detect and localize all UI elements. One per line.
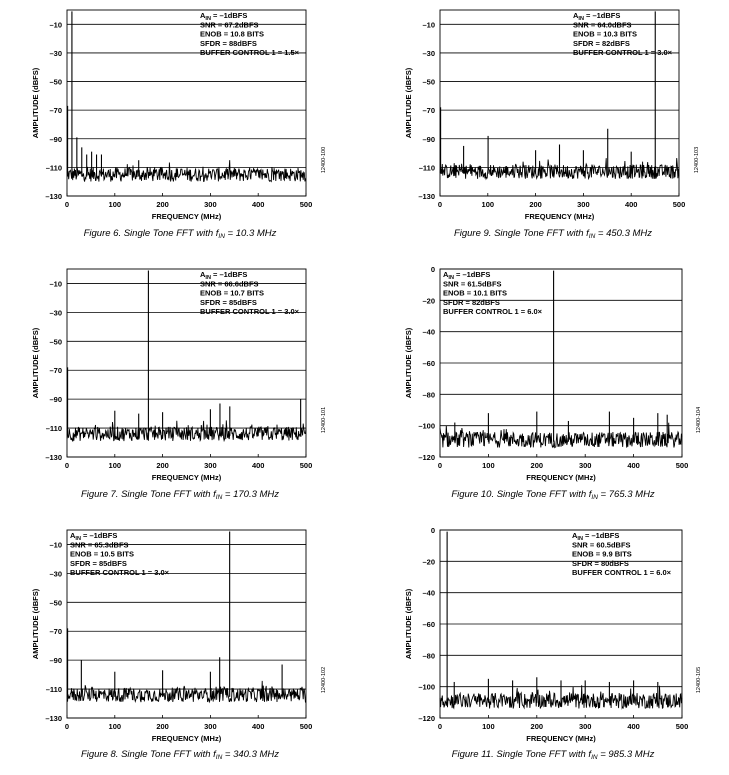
y-tick-label: –30 <box>49 569 62 579</box>
x-tick-label: 100 <box>108 461 122 470</box>
y-tick-label: 0 <box>430 526 435 535</box>
x-tick-label: 400 <box>251 200 265 209</box>
annotation-line: SNR = 64.0dBFS <box>573 20 632 30</box>
y-tick-label: –100 <box>418 421 435 431</box>
x-tick-label: 0 <box>437 200 443 209</box>
x-tick-label: 400 <box>624 200 638 209</box>
x-tick-label: 300 <box>577 200 590 209</box>
y-tick-label: –20 <box>422 557 435 567</box>
y-axis-title: AMPLITUDE (dBFS) <box>31 67 40 139</box>
x-tick-label: 200 <box>530 461 544 470</box>
y-tick-label: –50 <box>49 598 62 608</box>
fft-chart-4 <box>404 265 702 501</box>
x-tick-label: 0 <box>64 722 70 731</box>
annotation-line: SFDR = 82dBFS <box>573 38 630 48</box>
y-tick-label: –120 <box>418 453 435 462</box>
y-tick-label: –80 <box>422 390 435 400</box>
x-axis-title: FREQUENCY (MHz) <box>151 734 222 743</box>
annotation-line: SFDR = 80dBFS <box>572 558 629 568</box>
x-tick-label: 200 <box>529 200 542 209</box>
fft-chart-3 <box>31 269 327 501</box>
annotation-line: SFDR = 85dBFS <box>70 558 127 568</box>
x-tick-label: 300 <box>204 722 217 731</box>
annotation-line: BUFFER CONTROL 1 = 3.0× <box>200 307 300 317</box>
y-tick-label: –70 <box>49 366 62 376</box>
y-tick-label: –50 <box>49 77 62 87</box>
y-tick-label: –10 <box>422 20 435 30</box>
annotation-line: SNR = 65.3dBFS <box>70 540 129 550</box>
y-tick-label: –130 <box>45 192 62 201</box>
x-tick-label: 200 <box>156 461 169 470</box>
figure-caption: Figure 8. Single Tone FFT with $f_{IN} = 340.3$ MHz <box>80 749 280 761</box>
y-tick-label: –40 <box>422 327 435 337</box>
fft-chart-5 <box>31 530 327 761</box>
figure-code: 12400-105 <box>696 666 702 694</box>
y-tick-label: –120 <box>418 714 435 723</box>
x-tick-label: 500 <box>675 722 689 731</box>
y-tick-label: –30 <box>49 48 62 58</box>
x-tick-label: 200 <box>156 200 169 209</box>
figure-caption: Figure 9. Single Tone FFT with $f_{IN} = 450.3$ MHz <box>453 228 653 240</box>
figure-code: 12400-100 <box>321 146 327 174</box>
x-tick-label: 300 <box>204 461 217 470</box>
y-axis-title: AMPLITUDE (dBFS) <box>404 588 413 660</box>
x-tick-label: 200 <box>156 722 169 731</box>
x-axis-title: FREQUENCY (MHz) <box>524 212 595 221</box>
x-tick-label: 500 <box>299 722 313 731</box>
annotation-line: ENOB = 10.7 BITS <box>200 288 264 298</box>
y-tick-label: –70 <box>422 106 435 116</box>
figure-code: 12400-104 <box>696 406 702 434</box>
noise-floor-trace <box>67 160 306 181</box>
annotation-line: SFDR = 88dBFS <box>200 38 257 48</box>
annotation-line: ENOB = 10.5 BITS <box>70 549 134 559</box>
y-tick-label: –130 <box>45 453 62 462</box>
y-tick-label: –60 <box>422 359 435 368</box>
y-tick-label: –90 <box>49 656 62 666</box>
y-tick-label: –10 <box>49 20 62 30</box>
annotation-line: BUFFER CONTROL 1 = 6.0× <box>572 568 672 578</box>
annotation-line: SNR = 60.5dBFS <box>572 540 631 550</box>
y-tick-label: –30 <box>422 48 435 58</box>
x-tick-label: 0 <box>437 722 443 731</box>
annotation-line: ENOB = 10.3 BITS <box>573 29 637 39</box>
x-tick-label: 500 <box>675 461 689 470</box>
y-tick-label: –110 <box>418 163 435 173</box>
y-tick-label: –90 <box>49 134 62 144</box>
x-tick-label: 300 <box>578 461 592 470</box>
x-tick-label: 500 <box>299 461 313 470</box>
y-tick-label: –80 <box>422 651 435 661</box>
x-tick-label: 300 <box>204 200 217 209</box>
x-tick-label: 500 <box>672 200 686 209</box>
y-tick-label: –90 <box>422 134 435 144</box>
annotation-line: BUFFER CONTROL 1 = 1.5× <box>200 48 300 58</box>
y-tick-label: –130 <box>418 192 435 201</box>
y-tick-label: –60 <box>422 620 435 629</box>
x-tick-label: 0 <box>64 200 70 209</box>
annotation-line: ENOB = 10.1 BITS <box>443 288 507 298</box>
y-tick-label: –10 <box>49 279 62 289</box>
fft-chart-1 <box>31 10 327 240</box>
y-tick-label: –90 <box>49 395 62 405</box>
x-tick-label: 400 <box>627 461 640 470</box>
y-tick-label: –100 <box>418 682 435 692</box>
y-tick-label: –50 <box>422 77 435 87</box>
y-tick-label: –130 <box>45 714 62 723</box>
x-tick-label: 0 <box>64 461 70 470</box>
figure-code: 12400-101 <box>321 406 327 434</box>
x-tick-label: 200 <box>530 722 544 731</box>
y-axis-title: AMPLITUDE (dBFS) <box>31 588 40 660</box>
y-tick-label: –30 <box>49 308 62 318</box>
annotation-line: SNR = 66.6dBFS <box>200 279 259 289</box>
annotation-line: SNR = 67.2dBFS <box>200 20 259 30</box>
x-tick-label: 300 <box>578 722 592 731</box>
y-tick-label: –40 <box>422 588 435 598</box>
annotation-line: SNR = 61.5dBFS <box>443 279 502 289</box>
y-axis-title: AMPLITUDE (dBFS) <box>31 327 40 399</box>
x-axis-title: FREQUENCY (MHz) <box>526 473 596 482</box>
x-tick-label: 100 <box>481 200 495 209</box>
annotation-line: SFDR = 82dBFS <box>443 297 500 307</box>
noise-floor-trace <box>67 681 306 702</box>
y-tick-label: –70 <box>49 106 62 116</box>
y-tick-label: –110 <box>45 163 62 173</box>
x-axis-title: FREQUENCY (MHz) <box>151 473 222 482</box>
figure-code: 12400-103 <box>694 146 700 174</box>
x-tick-label: 100 <box>108 722 122 731</box>
plot-frame <box>67 10 306 196</box>
y-tick-label: –70 <box>49 627 62 637</box>
y-tick-label: –10 <box>49 540 62 550</box>
figure-caption: Figure 7. Single Tone FFT with $f_{IN} = 170.3$ MHz <box>80 489 280 501</box>
annotation-line: $A_{IN}$ = –1dBFS <box>70 531 118 542</box>
x-axis-title: FREQUENCY (MHz) <box>526 734 596 743</box>
annotation-line: BUFFER CONTROL 1 = 3.0× <box>573 48 673 58</box>
fft-chart-2 <box>404 10 700 240</box>
annotation-line: BUFFER CONTROL 1 = 6.0× <box>443 307 543 317</box>
y-axis-title: AMPLITUDE (dBFS) <box>404 67 413 139</box>
x-tick-label: 100 <box>482 722 495 731</box>
annotation-line: $A_{IN}$ = –1dBFS <box>443 270 491 281</box>
figure-caption: Figure 10. Single Tone FFT with $f_{IN} = 765.3$ MHz <box>451 489 655 501</box>
y-axis-title: AMPLITUDE (dBFS) <box>404 327 413 399</box>
y-tick-label: –110 <box>45 685 62 695</box>
noise-floor-trace <box>440 423 682 448</box>
annotation-line: SFDR = 85dBFS <box>200 297 257 307</box>
annotation-line: BUFFER CONTROL 1 = 3.0× <box>70 568 170 578</box>
annotation-line: $A_{IN}$ = –1dBFS <box>200 11 248 22</box>
annotation-line: ENOB = 9.9 BITS <box>572 549 632 559</box>
figure-caption: Figure 6. Single Tone FFT with $f_{IN} = 10.3$ MHz <box>83 228 277 240</box>
figure-caption: Figure 11. Single Tone FFT with $f_{IN} = 985.3$ MHz <box>451 749 655 761</box>
x-tick-label: 400 <box>251 722 265 731</box>
x-tick-label: 400 <box>627 722 640 731</box>
y-tick-label: –110 <box>45 424 62 434</box>
x-tick-label: 500 <box>299 200 313 209</box>
noise-floor-trace <box>67 420 306 441</box>
y-tick-label: 0 <box>430 265 435 274</box>
y-tick-label: –20 <box>422 296 435 306</box>
x-tick-label: 0 <box>437 461 443 470</box>
figure-code: 12400-102 <box>321 666 327 694</box>
y-tick-label: –50 <box>49 337 62 347</box>
annotation-line: $A_{IN}$ = –1dBFS <box>200 270 248 281</box>
annotation-line: $A_{IN}$ = –1dBFS <box>573 11 621 22</box>
fft-chart-6 <box>404 526 702 761</box>
x-tick-label: 400 <box>251 461 265 470</box>
x-tick-label: 100 <box>482 461 495 470</box>
annotation-line: $A_{IN}$ = –1dBFS <box>572 531 620 542</box>
annotation-line: ENOB = 10.8 BITS <box>200 29 264 39</box>
x-tick-label: 100 <box>108 200 122 209</box>
x-axis-title: FREQUENCY (MHz) <box>151 212 222 221</box>
